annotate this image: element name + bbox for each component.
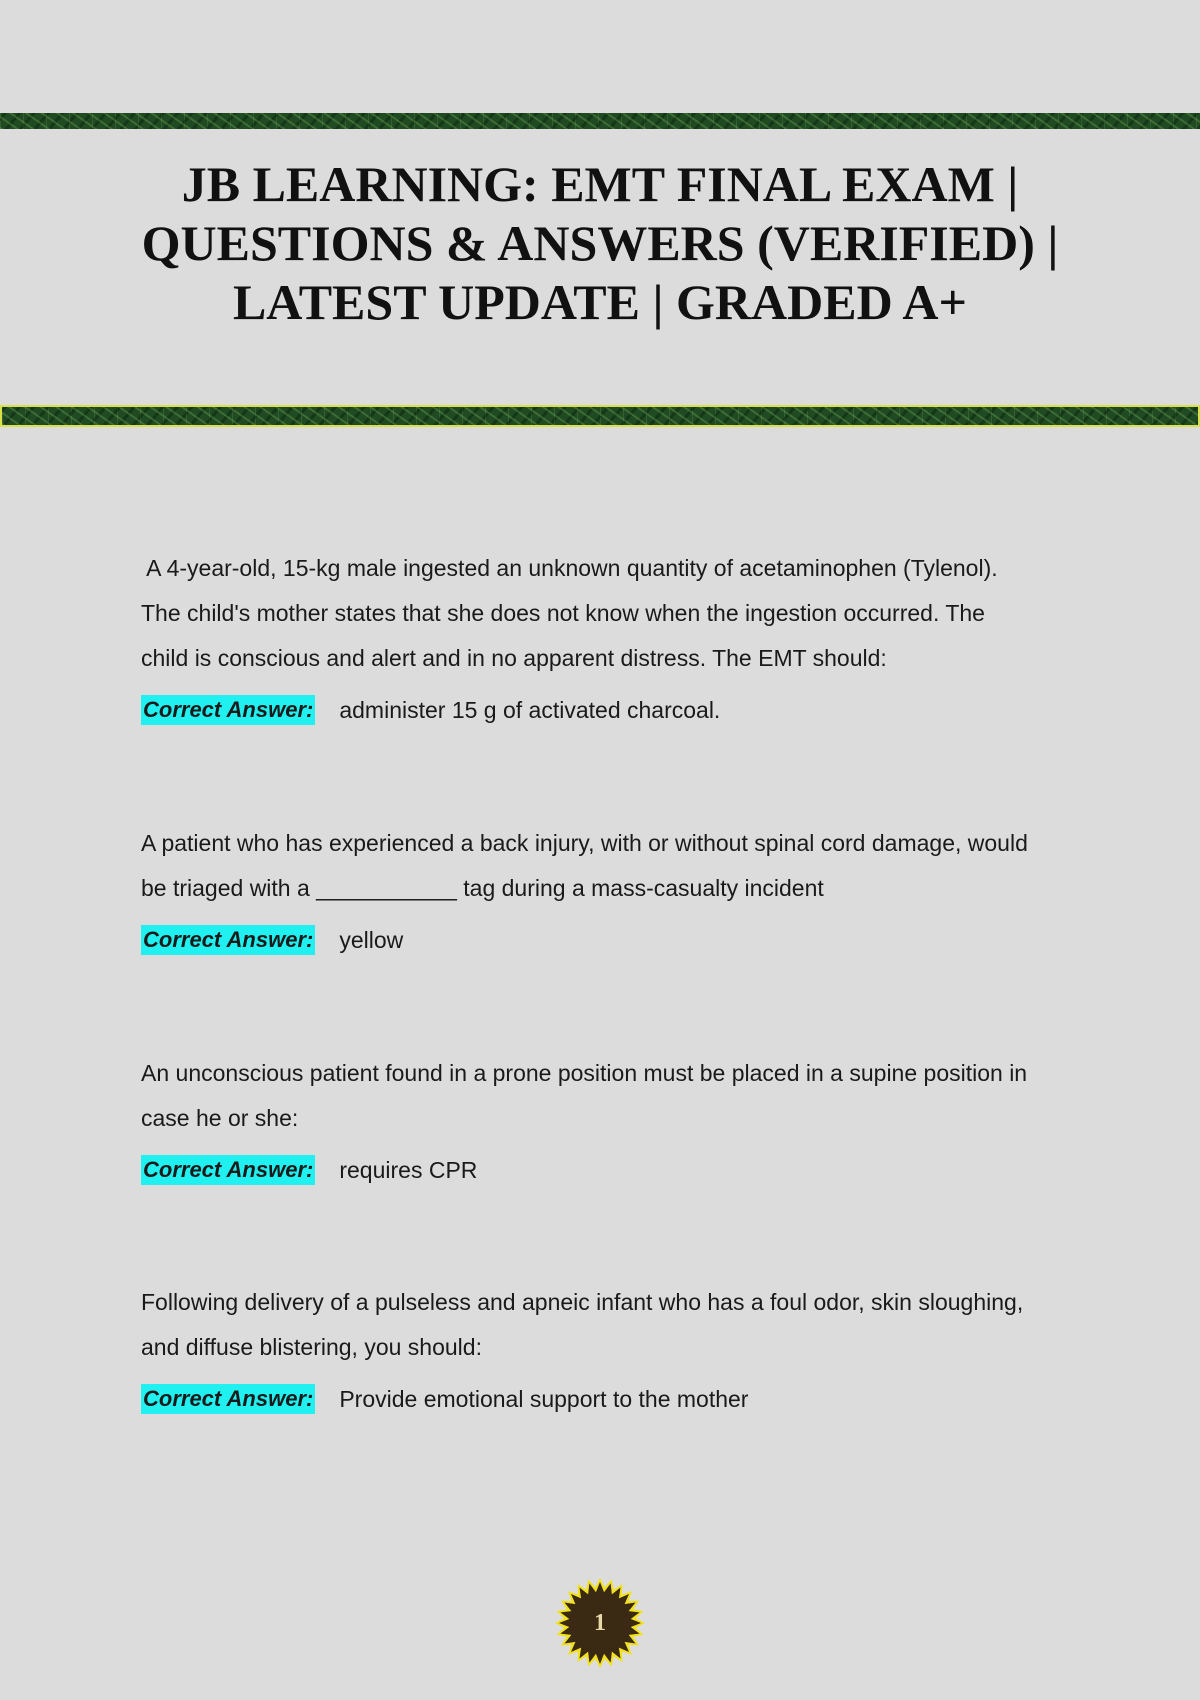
answer-line [141, 1155, 1071, 1185]
answer-line [141, 1384, 1071, 1414]
title-line-1: JB LEARNING: EMT FINAL EXAM | [181, 156, 1019, 212]
page-number-badge [555, 1578, 645, 1668]
question-line: A patient who has experienced a back injury, with or without spinal cord damage, would [141, 830, 1028, 856]
answer-line [141, 925, 1071, 955]
page-title [60, 155, 1140, 332]
title-line-3: LATEST UPDATE | GRADED A+ [232, 274, 968, 330]
question-line: The child's mother states that she does not know when the ingestion occurred. The [141, 600, 985, 626]
answer-line [141, 695, 1071, 725]
qa-item-4 [141, 1280, 1071, 1414]
answer-text: yellow [339, 926, 404, 953]
answer-text: Provide emotional support to the mother [339, 1385, 749, 1412]
question-text [141, 1280, 1071, 1370]
qa-item-1 [141, 546, 1071, 725]
question-line: child is conscious and alert and in no apparent distress. The EMT should: [141, 645, 887, 671]
question-line: An unconscious patient found in a prone position must be placed in a supine position in [141, 1060, 1028, 1086]
question-line: and diffuse blistering, you should: [141, 1334, 482, 1360]
question-line: Following delivery of a pulseless and apneic infant who has a foul odor, skin sloughing, [141, 1289, 1024, 1315]
question-text [141, 821, 1071, 911]
qa-item-3 [141, 1051, 1071, 1185]
answer-text: requires CPR [339, 1156, 478, 1183]
header-decorative-band-bottom [0, 405, 1200, 427]
answer-text: administer 15 g of activated charcoal. [339, 696, 721, 723]
correct-answer-label: Correct Answer: [141, 695, 315, 725]
correct-answer-label: Correct Answer: [141, 925, 315, 955]
correct-answer-label: Correct Answer: [141, 1384, 315, 1414]
page-number: 1 [594, 1610, 606, 1636]
title-line-2: QUESTIONS & ANSWERS (VERIFIED) | [141, 215, 1059, 271]
header-decorative-band-top [0, 113, 1200, 129]
correct-answer-label: Correct Answer: [141, 1155, 315, 1185]
question-line: be triaged with a ___________ tag during a mass-casualty incident [141, 875, 824, 901]
question-text [141, 546, 1071, 681]
question-text [141, 1051, 1071, 1141]
question-line: case he or she: [141, 1105, 299, 1131]
question-line: A 4-year-old, 15-kg male ingested an unknown quantity of acetaminophen (Tylenol). [141, 555, 998, 581]
qa-item-2 [141, 821, 1071, 955]
